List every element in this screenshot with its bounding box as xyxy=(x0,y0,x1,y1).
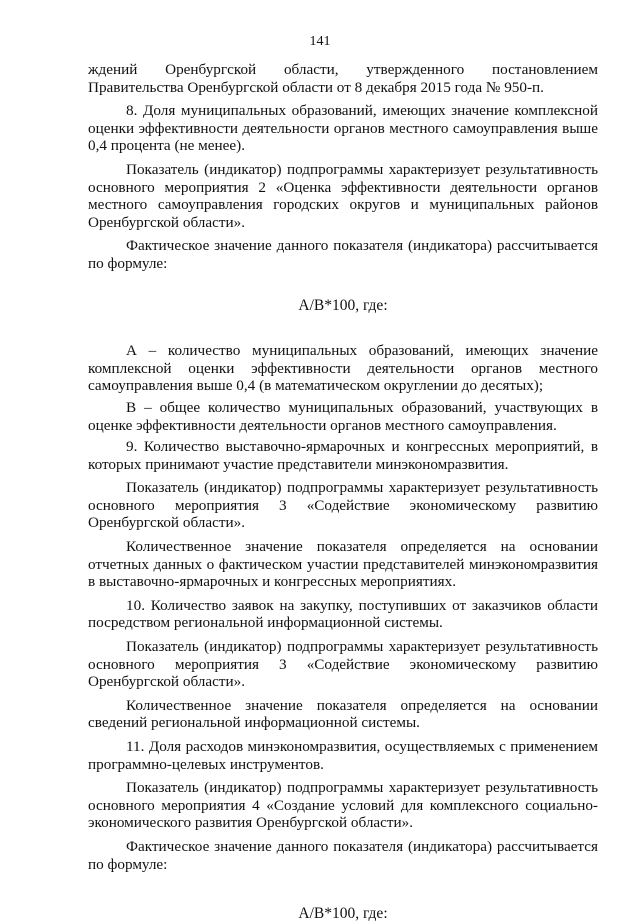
paragraph-formula-intro: Фактическое значение данного показателя (индикатора) рассчитывается по формуле: xyxy=(88,237,598,272)
paragraph-item-9: 9. Количество выставочно-ярмарочных и конгрессных мероприятий, в которых принимают участие представители минэкономразвития. xyxy=(88,438,598,473)
paragraph-continuation: ждений Оренбургской области, утвержденного постановлением Правительства Оренбургской области от 8 декабря 2015 года № 950-п. xyxy=(88,61,598,96)
paragraph-indicator-description: Показатель (индикатор) подпрограммы характеризует результативность основного мероприятия 4 «Создание условий для комплексного социально-экономического развития Оренбургской области». xyxy=(88,779,598,832)
page-number: 141 xyxy=(309,34,331,49)
paragraph-quantity-basis: Количественное значение показателя определяется на основании отчетных данных о фактическом участии представителей минэкономразвития в выставочно-ярмарочных и конгрессных мероприятиях. xyxy=(88,538,598,591)
paragraph-indicator-description: Показатель (индикатор) подпрограммы характеризует результативность основного мероприятия 3 «Содействие экономическому развитию Оренбургской области». xyxy=(88,479,598,532)
paragraph-definition-a: А – количество муниципальных образований, имеющих значение комплексной оценки эффективности деятельности органов местного самоуправления выше 0,4 (в математическом округлении до десятых); xyxy=(88,342,598,395)
paragraph-item-11: 11. Доля расходов минэкономразвития, осуществляемых с применением программно-целевых инструментов. xyxy=(88,738,598,773)
paragraph-definition-b: В – общее количество муниципальных образований, участвующих в оценке эффективности деятельности органов местного самоуправления. xyxy=(88,398,598,434)
paragraph-indicator-description: Показатель (индикатор) подпрограммы характеризует результативность основного мероприятия 2 «Оценка эффективности деятельности органов местного самоуправления городских округов и муниципальных районов Оренбургской области». xyxy=(88,160,598,231)
paragraph-indicator-description: Показатель (индикатор) подпрограммы характеризует результативность основного мероприятия 3 «Содействие экономическому развитию Оренбургской области». xyxy=(88,638,598,691)
paragraph-quantity-basis: Количественное значение показателя определяется на основании сведений региональной информационной системы. xyxy=(88,696,598,732)
paragraph-item-8: 8. Доля муниципальных образований, имеющих значение комплексной оценки эффективности деятельности органов местного самоуправления выше 0,4 процента (не менее). xyxy=(88,102,598,155)
paragraph-formula-intro: Фактическое значение данного показателя (индикатора) рассчитывается по формуле: xyxy=(88,837,598,873)
paragraph-item-10: 10. Количество заявок на закупку, поступивших от заказчиков области посредством региональной информационной системы. xyxy=(88,596,598,632)
formula: А/В*100, где: xyxy=(298,296,388,314)
document-body xyxy=(88,61,598,923)
formula: А/В*100, где: xyxy=(298,905,388,923)
